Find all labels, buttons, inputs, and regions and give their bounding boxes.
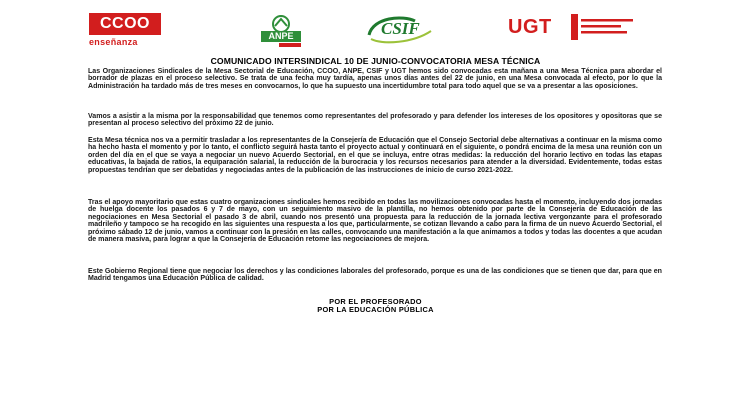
ccoo-logo: [89, 13, 161, 49]
csif-logo-wordmark: CSIF: [381, 19, 420, 38]
ccoo-logo-subtitle: enseñanza: [89, 37, 138, 47]
ugt-logo-wordmark: UGT: [508, 16, 552, 38]
ugt-logo: [508, 16, 568, 46]
closing-slogan: [88, 298, 663, 314]
ugt-federation-bar: [571, 14, 578, 40]
anpe-logo-band: [279, 43, 301, 47]
paragraph-attendance: Vamos a asistir a la misma por la responsabilidad que tenemos como representantes del profesorado y para defender los intereses de los opositores y opositoras que se presentan al proceso selectivo del próximo 22 de junio.: [88, 113, 662, 128]
paragraph-mobilizations: Tras el apoyo mayoritario que estas cuatro organizaciones sindicales hemos recibido en todas las movilizaciones convocadas hasta el momento, incluyendo dos jornadas de huelga docente los pasados 6 y 7 de mayo, con un seguimiento masivo de la plantilla, no hemos obtenido por parte de la Consejería de Educación de las negociaciones en Mesa Sectorial el pasado 3 de abril, cuando nos presentó una propuesta para la reducción de la jornada lectiva vergonzante para el profesorado madrileño y tampoco se ha recogido en las siguientes una respuesta a los que, particularmente, se cotizan llevando a cabo para la firma de un nuevo Acuerdo Sectorial, el próximo sábado 12 de junio, vamos a continuar con la presión en las calles, convocando una manifestación a la que animamos a todos y todas las docentes a que acudan de manera masiva, para lograr a que la Consejería de Educación retome las negociaciones de mejora.: [88, 199, 662, 244]
paragraph-technical-table: Esta Mesa técnica nos va a permitir trasladar a los representantes de la Consejería de Educación que el Consejo Sectorial debe alternativas a continuar en la misma como ha hecho hasta el momento y por lo tanto, el conflicto seguirá hasta tanto el proyecto actual y continuará en el siguiente, o pondrá encima de la mesa una reunión con un orden del día en el que se vaya a negociar un nuevo Acuerdo Sectorial, en el que se incluya, entre otras medidas: la reducción del horario lectivo en todas las etapas educativas, la bajada de ratios, la equiparación salarial, la reducción de la burocracia y los recursos necesarios para atender a la diversidad. Evidentemente, todas estas propuestas tendrían que ser debatidas y negociadas antes de la publicación de las instrucciones de inicio de curso 2021-2022.: [88, 137, 662, 174]
anpe-logo-wordmark: ANPE: [261, 31, 301, 42]
ugt-federation-text-icon: [581, 16, 645, 40]
ccoo-logo-wordmark: CCOO: [89, 13, 161, 35]
logo-strip: [0, 0, 750, 52]
paragraph-intro: Las Organizaciones Sindicales de la Mesa Sectorial de Educación, CCOO, ANPE, CSIF y UGT hemos sido convocadas esta mañana a una Mesa Técnica para abordar el borrador de plazas en el proceso selectivo. Se trata de una fecha muy tardía, apenas unos días antes del 22 de junio, en una Mesa convocada al efecto, por lo que la Administración ha tardado más de tres meses en convocarnos, lo que ha supuesto una incertidumbre total para todo aquel que se va a presentar a las oposiciones.: [88, 68, 662, 90]
ugt-federation-logo: [571, 14, 645, 42]
closing-line-1: POR EL PROFESORADO: [329, 297, 422, 306]
csif-logo: [363, 15, 438, 47]
paragraph-government: Este Gobierno Regional tiene que negociar los derechos y las condiciones laborales del profesorado, porque es una de las condiciones que se tienen que dar, para que en Madrid tengamos una Educación Pública de calidad.: [88, 268, 662, 283]
closing-line-2: POR LA EDUCACIÓN PÚBLICA: [317, 305, 434, 315]
document-title: COMUNICADO INTERSINDICAL 10 DE JUNIO-CONVOCATORIA MESA TÉCNICA: [210, 56, 541, 66]
anpe-logo: [257, 15, 307, 49]
